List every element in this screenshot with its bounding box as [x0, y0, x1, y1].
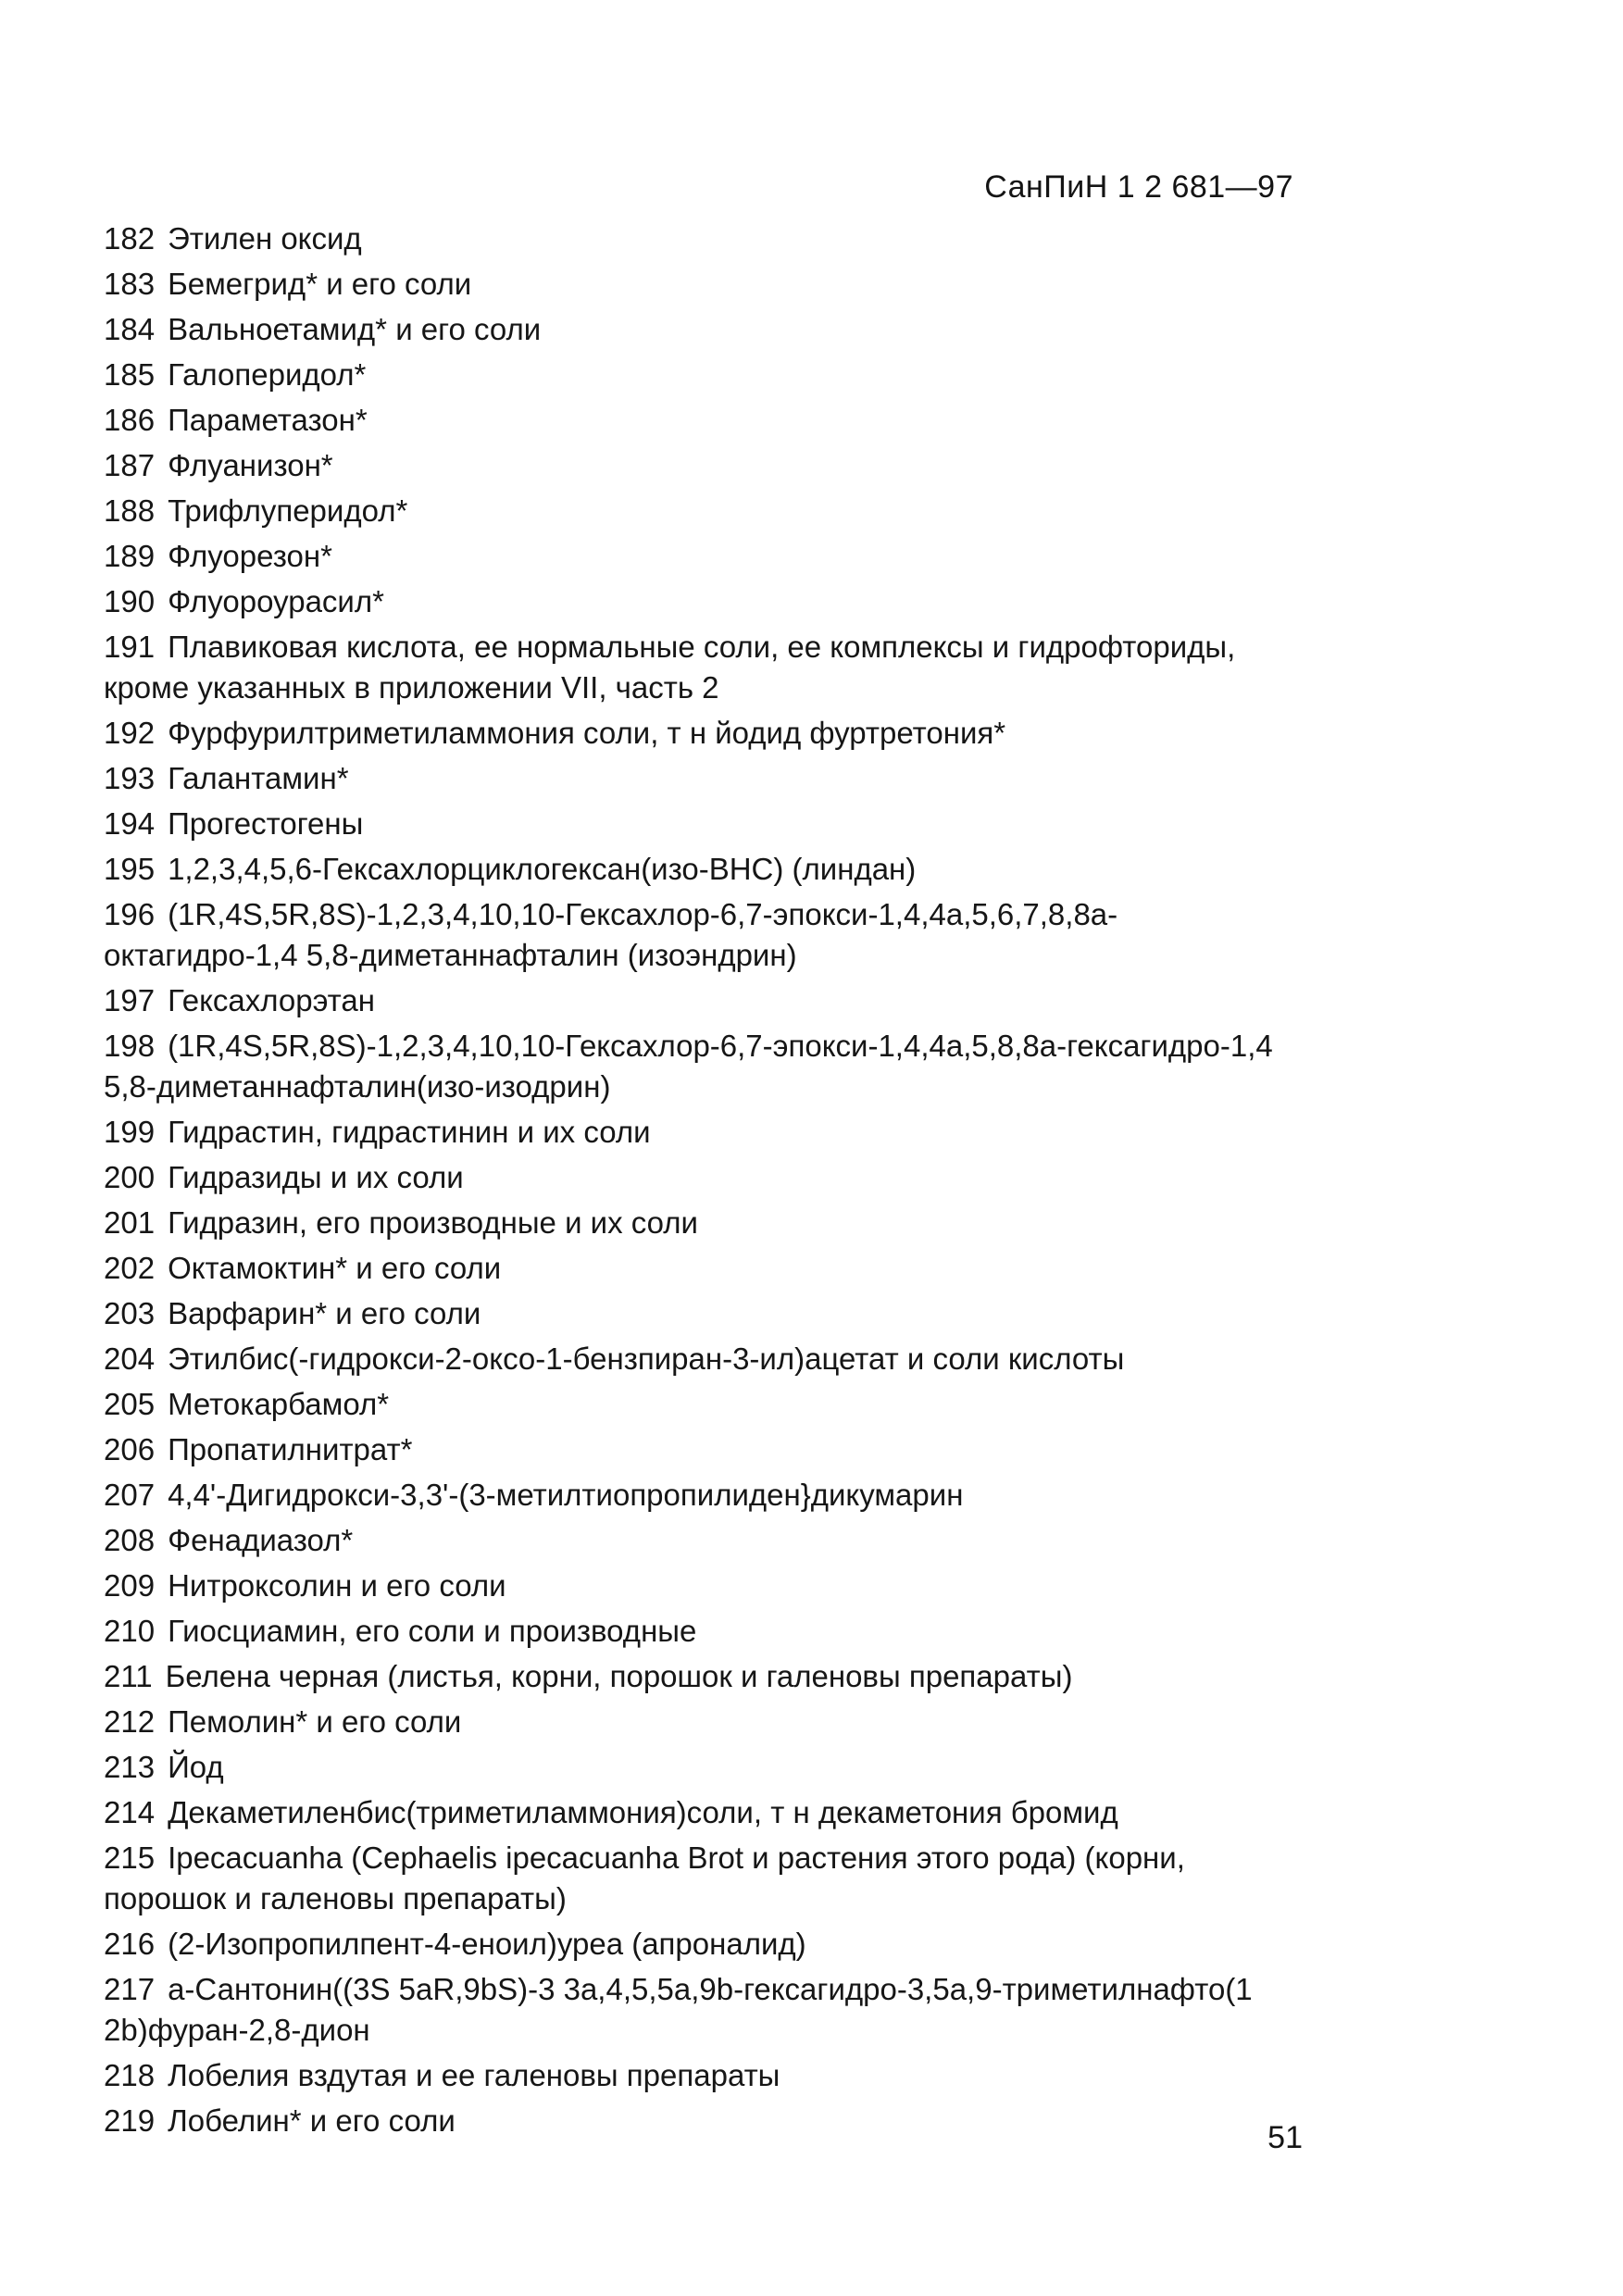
- entry-number: 193: [104, 761, 156, 795]
- entry-text: Белена черная (листья, корни, порошок и галеновы препараты): [165, 1659, 1073, 1693]
- entry-text: Декаметиленбис(триметиламмония)соли, т н декаметония бромид: [168, 1795, 1118, 1829]
- list-item: [104, 1656, 1307, 1697]
- list-item: [104, 1026, 1307, 1107]
- entry-text: Октамоктин* и его соли: [168, 1251, 502, 1285]
- entry-text: Ipecacuanha (Cephaelis ipecacuanha Brot и растения этого рода) (корни, порошок и галеновы препараты): [104, 1841, 1185, 1915]
- entry-text: (1R,4S,5R,8S)-1,2,3,4,10,10-Гексахлор-6,7-эпокси-1,4,4а,5,6,7,8,8а-октагидро-1,4 5,8-диметаннафталин (изоэндрин): [104, 897, 1118, 972]
- entry-text: Вальноетамид* и его соли: [168, 312, 542, 346]
- entry-number: 202: [104, 1251, 156, 1285]
- list-item: [104, 804, 1307, 844]
- entry-text: Плавиковая кислота, ее нормальные соли, ее комплексы и гидрофториды, кроме указанных в приложении VII, часть 2: [104, 630, 1236, 705]
- list-item: [104, 849, 1307, 890]
- list-item: [104, 1838, 1307, 1919]
- list-item: [104, 1203, 1307, 1243]
- entry-number: 216: [104, 1927, 156, 1961]
- entry-number: 211: [104, 1659, 153, 1693]
- entry-number: 183: [104, 267, 156, 301]
- list-item: [104, 581, 1307, 622]
- entry-number: 187: [104, 448, 156, 482]
- entry-number: 212: [104, 1704, 156, 1739]
- entry-number: 188: [104, 493, 156, 528]
- entry-text: Этилен оксид: [168, 221, 362, 256]
- entry-text: Йод: [168, 1750, 224, 1784]
- list-item: [104, 980, 1307, 1021]
- entry-text: Галоперидол*: [168, 357, 367, 392]
- entry-number: 210: [104, 1614, 156, 1648]
- list-item: [104, 218, 1307, 259]
- list-item: [104, 758, 1307, 799]
- page-number: 51: [1267, 2120, 1303, 2155]
- entry-text: Гиосциамин, его соли и производные: [168, 1614, 697, 1648]
- entry-text: Пропатилнитрат*: [168, 1432, 413, 1466]
- list-item: [104, 264, 1307, 305]
- list-item: [104, 1747, 1307, 1788]
- entry-text: Гидрастин, гидрастинин и их соли: [168, 1115, 651, 1149]
- list-item: [104, 536, 1307, 577]
- entry-number: 198: [104, 1029, 156, 1063]
- list-item: [104, 1384, 1307, 1425]
- entry-number: 190: [104, 584, 156, 618]
- entry-text: Этилбис(-гидрокси-2-оксо-1-бензпиран-3-ил)ацетат и соли кислоты: [168, 1341, 1125, 1376]
- entry-number: 204: [104, 1341, 156, 1376]
- list-item: [104, 1520, 1307, 1561]
- entry-number: 197: [104, 983, 156, 1017]
- entry-number: 196: [104, 897, 156, 931]
- entry-text: Пемолин* и его соли: [168, 1704, 462, 1739]
- list-item: [104, 1611, 1307, 1652]
- entry-text: Нитроксолин и его соли: [168, 1568, 506, 1603]
- entry-number: 182: [104, 221, 156, 256]
- list-item: [104, 445, 1307, 486]
- entry-text: 1,2,3,4,5,6-Гексахлорциклогексан(изо-ВНС) (линдан): [168, 852, 917, 886]
- list-item: [104, 1248, 1307, 1289]
- list-item: [104, 894, 1307, 976]
- list-item: [104, 1112, 1307, 1153]
- entry-number: 189: [104, 539, 156, 573]
- entry-number: 185: [104, 357, 156, 392]
- list-item: [104, 1792, 1307, 1833]
- entry-text: Варфарин* и его соли: [168, 1296, 481, 1330]
- list-item: [104, 400, 1307, 441]
- entry-text: Трифлуперидол*: [168, 493, 408, 528]
- entry-text: Флуороурасил*: [168, 584, 384, 618]
- list-item: [104, 1293, 1307, 1334]
- list-item: [104, 1924, 1307, 1965]
- entry-number: 213: [104, 1750, 156, 1784]
- list-item: [104, 1339, 1307, 1379]
- list-item: [104, 1157, 1307, 1198]
- entry-text: Фенадиазол*: [168, 1523, 354, 1557]
- entry-text: Галантамин*: [168, 761, 349, 795]
- entry-number: 201: [104, 1205, 156, 1240]
- entry-text: Фурфурилтриметиламмония соли, т н йодид фуртретония*: [168, 716, 1006, 750]
- entry-number: 208: [104, 1523, 156, 1557]
- entry-number: 218: [104, 2058, 156, 2092]
- list-item: [104, 1429, 1307, 1470]
- entry-number: 200: [104, 1160, 156, 1194]
- entry-number: 203: [104, 1296, 156, 1330]
- entry-number: 207: [104, 1478, 156, 1512]
- entry-number: 206: [104, 1432, 156, 1466]
- entry-text: Лобелин* и его соли: [168, 2103, 456, 2138]
- entry-text: (1R,4S,5R,8S)-1,2,3,4,10,10-Гексахлор-6,7-эпокси-1,4,4а,5,8,8а-гексагидро-1,4 5,8-диметаннафталин(изо-изодрин): [104, 1029, 1273, 1104]
- entry-number: 209: [104, 1568, 156, 1603]
- entry-number: 219: [104, 2103, 156, 2138]
- entry-number: 192: [104, 716, 156, 750]
- entry-number: 184: [104, 312, 156, 346]
- list-item: [104, 355, 1307, 395]
- entry-number: 199: [104, 1115, 156, 1149]
- entry-list: [104, 218, 1307, 2146]
- list-item: [104, 713, 1307, 754]
- entry-number: 191: [104, 630, 156, 664]
- entry-number: 186: [104, 403, 156, 437]
- entry-number: 195: [104, 852, 156, 886]
- list-item: [104, 1969, 1307, 2051]
- entry-text: Параметазон*: [168, 403, 368, 437]
- entry-number: 205: [104, 1387, 156, 1421]
- list-item: [104, 1702, 1307, 1742]
- list-item: [104, 309, 1307, 350]
- entry-text: Гидразин, его производные и их соли: [168, 1205, 698, 1240]
- entry-number: 217: [104, 1972, 156, 2006]
- entry-text: Прогестогены: [168, 806, 364, 841]
- entry-text: Лобелия вздутая и ее галеновы препараты: [168, 2058, 780, 2092]
- list-item: [104, 1566, 1307, 1606]
- entry-text: Гидразиды и их соли: [168, 1160, 464, 1194]
- entry-text: Флуанизон*: [168, 448, 333, 482]
- entry-text: Гексахлорэтан: [168, 983, 376, 1017]
- entry-text: Метокарбамол*: [168, 1387, 390, 1421]
- entry-number: 215: [104, 1841, 156, 1875]
- list-item: [104, 627, 1307, 708]
- entry-text: (2-Изопропилпент-4-еноил)уреа (апроналид): [168, 1927, 806, 1961]
- list-item: [104, 491, 1307, 531]
- list-item: [104, 2055, 1307, 2096]
- entry-text: Бемегрид* и его соли: [168, 267, 472, 301]
- entry-text: а-Сантонин((3S 5аR,9bS)-3 3а,4,5,5а,9b-гексагидро-3,5а,9-триметилнафто(1 2b)фуран-2,8-дион: [104, 1972, 1253, 2047]
- entry-number: 214: [104, 1795, 156, 1829]
- entry-text: Флуорезон*: [168, 539, 332, 573]
- running-header: СанПиН 1 2 681—97: [984, 169, 1293, 205]
- entry-text: 4,4'-Дигидрокси-3,3'-(3-метилтиопропилиден}дикумарин: [168, 1478, 964, 1512]
- list-item: [104, 2101, 1307, 2141]
- list-item: [104, 1475, 1307, 1516]
- entry-number: 194: [104, 806, 156, 841]
